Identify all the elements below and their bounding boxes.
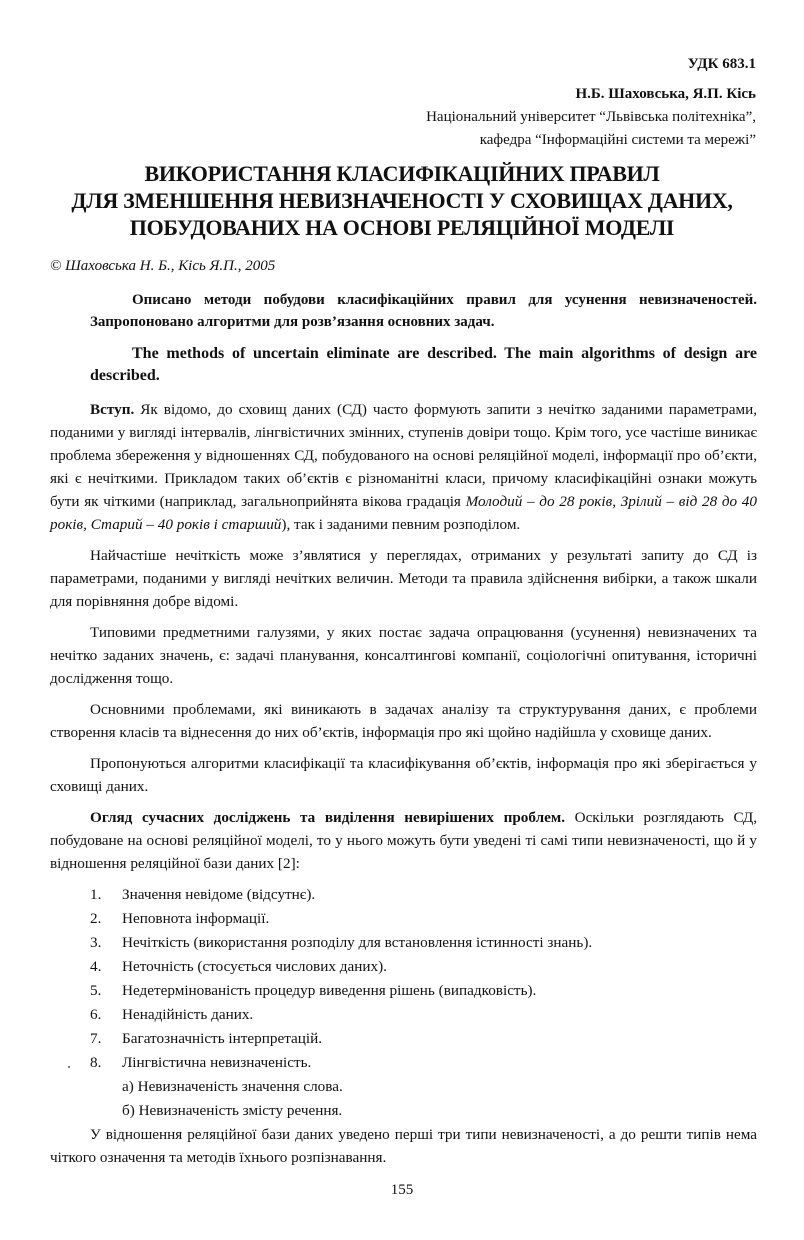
- list-item-number: 1.: [90, 886, 102, 903]
- list-item: [50, 907, 757, 931]
- list-item: [50, 883, 757, 907]
- body-text: [50, 398, 757, 1177]
- title-line-3: ПОБУДОВАНИХ НА ОСНОВІ РЕЛЯЦІЙНОЇ МОДЕЛІ: [129, 215, 675, 240]
- affiliation-department: кафедра “Інформаційні системи та мережі”: [479, 132, 756, 148]
- list-item-number: 5.: [90, 982, 102, 999]
- udk-code: УДК 683.1: [687, 56, 756, 72]
- list-item: [50, 979, 757, 1003]
- list-item-number: 8.: [90, 1054, 102, 1071]
- list-item-number: 6.: [90, 1006, 102, 1023]
- sub-item-a: а) Невизначеність значення слова.: [122, 1078, 343, 1095]
- sub-item-b: б) Невизначеність змісту речення.: [122, 1102, 343, 1119]
- paragraph-5: Пропонуються алгоритми класифікації та класифікування об’єктів, інформація про які зберігається у сховищі даних.: [50, 755, 757, 795]
- review-heading: Огляд сучасних досліджень та виділення невирішених проблем.: [90, 809, 566, 826]
- abstract-uk-text: Описано методи побудови класифікаційних правил для усунення невизначеностей. Запропоновано алгоритми для розв’язання основних задач.: [90, 292, 757, 330]
- intro-age-gradation: Молодий – до 28 років, Зрілий – від 28 до 40 років, Старий – 40 років і старший: [50, 493, 757, 533]
- list-item-text: Лінгвістична невизначеність.: [122, 1054, 312, 1071]
- intro-text-1: Як відомо, до сховищ даних (СД) часто формують запити з нечітко заданими параметрами, поданими у вигляді інтервалів, лінгвістичних змінних, ступенів довіри тощо. Крім того, усе частіше виникає проблема збереження у відношеннях СД, побудованого на основі реляційної моделі, інформації про об’єкти, які є нечіткими. Прикладом таких об’єктів є різноманітні класи, причому класифікаційні ознаки можуть бути як чіткими (наприклад, загальноприйнята вікова градація: [50, 401, 757, 510]
- abstract-ukrainian: [90, 289, 757, 333]
- abstract-en-text: The methods of uncertain eliminate are described. The main algorithms of design are described.: [90, 345, 757, 384]
- list-item-text: Багатозначність інтерпретацій.: [122, 1030, 323, 1047]
- list-item-number: 2.: [90, 910, 102, 927]
- page-number: 155: [390, 1182, 414, 1198]
- copyright: © Шаховська Н. Б., Кісь Я.П., 2005: [50, 258, 276, 274]
- list-item-text: Недетермінованість процедур виведення рішень (випадковість).: [122, 982, 537, 999]
- list-item-text: Неточність (стосується числових даних).: [122, 958, 387, 975]
- list-item-number: 7.: [90, 1030, 102, 1047]
- paragraph-4: Основними проблемами, які виникають в задачах аналізу та структурування даних, є проблеми створення класів та віднесення до них об’єктів, інформація про які щойно надійшла у сховище даних.: [50, 701, 757, 741]
- title-line-2: ДЛЯ ЗМЕНШЕННЯ НЕВИЗНАЧЕНОСТІ У СХОВИЩАХ ДАНИХ,: [71, 188, 733, 213]
- title-line-1: ВИКОРИСТАННЯ КЛАСИФІКАЦІЙНИХ ПРАВИЛ: [144, 161, 660, 186]
- list-item: [50, 955, 757, 979]
- list-item-number: 4.: [90, 958, 102, 975]
- list-item: [50, 1027, 757, 1051]
- uncertainty-types-list: [50, 883, 757, 1075]
- review-text: Оскільки розглядають СД, побудоване на основі реляційної моделі, то у нього можуть бути уведені ті самі типи невизначеності, що й у відношення реляційної бази даних [2]:: [50, 809, 757, 872]
- paragraph-3: Типовими предметними галузями, у яких постає задача опрацювання (усунення) невизначених та нечітко заданих значень, є: задачі планування, консалтингові компанії, соціологічні опитування, історичні дослідження тощо.: [50, 624, 757, 687]
- final-paragraph: У відношення реляційної бази даних уведено перші три типи невизначеності, а до решти типів нема чіткого означення та методів їхнього розпізнавання.: [50, 1126, 757, 1166]
- list-item: [50, 1051, 757, 1075]
- intro-paragraph: [50, 398, 757, 536]
- intro-heading: Вступ.: [90, 401, 135, 418]
- authors: Н.Б. Шаховська, Я.П. Кісь: [575, 86, 756, 102]
- list-item-text: Ненадійність даних.: [122, 1006, 254, 1023]
- list-item-text: Значення невідоме (відсутнє).: [122, 886, 316, 903]
- review-paragraph: [50, 806, 757, 875]
- list-item-text: Нечіткість (використання розподілу для встановлення істинності знань).: [122, 934, 593, 951]
- abstract-english: [90, 343, 757, 387]
- scan-speck: [68, 1066, 70, 1068]
- affiliation-university: Національний університет “Львівська політехніка”,: [426, 109, 756, 125]
- list-item-text: Неповнота інформації.: [122, 910, 270, 927]
- intro-text-2: ), так і заданими певним розподілом.: [281, 516, 521, 533]
- list-item-number: 3.: [90, 934, 102, 951]
- list-item: [50, 1003, 757, 1027]
- paragraph-2: Найчастіше нечіткість може з’являтися у переглядах, отриманих у результаті запиту до СД із параметрами, поданими у вигляді нечітких величин. Методи та правила здійснення вибірки, а також шкали для порівняння добре відомі.: [50, 547, 757, 610]
- paper-title: [40, 160, 764, 241]
- list-item: [50, 931, 757, 955]
